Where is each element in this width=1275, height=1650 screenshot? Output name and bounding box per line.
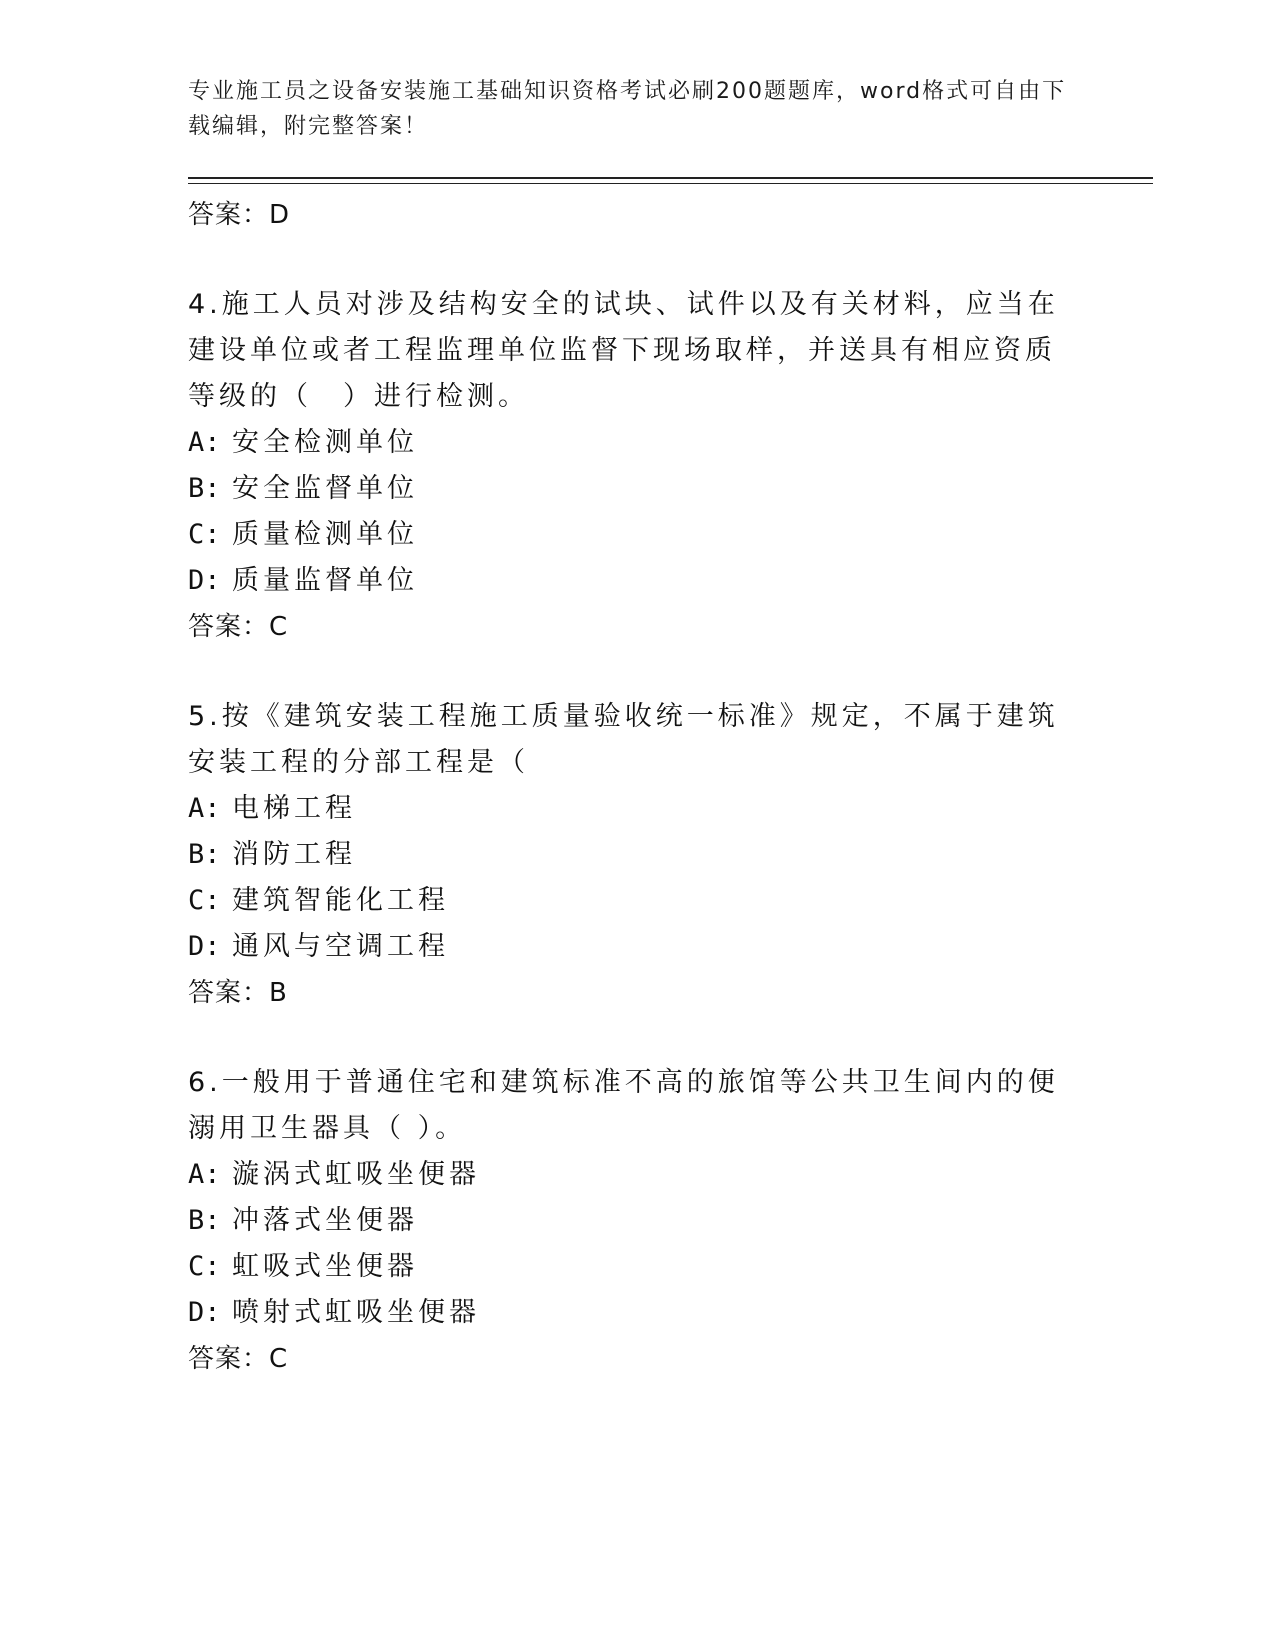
document-header: 专业施工员之设备安装施工基础知识资格考试必刷200题题库，word格式可自由下载编辑，附完整答案！	[188, 79, 1067, 139]
option-text: 冲落式坐便器	[232, 1205, 418, 1236]
question-5	[188, 694, 1068, 1016]
option-text: 电梯工程	[232, 793, 356, 824]
option-text: 消防工程	[232, 839, 356, 870]
option-text: 建筑智能化工程	[232, 885, 449, 916]
option-a	[188, 420, 1068, 466]
option-b	[188, 832, 1068, 878]
option-letter: C:	[188, 885, 221, 916]
option-letter: D:	[188, 565, 221, 596]
option-d	[188, 558, 1068, 604]
option-a	[188, 1152, 1068, 1198]
question-list	[188, 192, 1068, 1426]
option-letter: D:	[188, 1297, 221, 1328]
option-text: 虹吸式坐便器	[232, 1251, 418, 1282]
option-letter: A:	[188, 1159, 221, 1190]
option-text: 安全检测单位	[232, 427, 418, 458]
option-b	[188, 1198, 1068, 1244]
option-c	[188, 512, 1068, 558]
option-letter: D:	[188, 931, 221, 962]
option-d	[188, 924, 1068, 970]
question-4	[188, 282, 1068, 650]
option-text: 通风与空调工程	[232, 931, 449, 962]
option-c	[188, 1244, 1068, 1290]
option-text: 质量检测单位	[232, 519, 418, 550]
question-answer: 答案：B	[188, 978, 288, 1008]
option-c	[188, 878, 1068, 924]
option-text: 安全监督单位	[232, 473, 418, 504]
option-text: 喷射式虹吸坐便器	[232, 1297, 480, 1328]
question-answer: 答案：C	[188, 612, 289, 642]
question-stem: 4.施工人员对涉及结构安全的试块、试件以及有关材料，应当在建设单位或者工程监理单位监督下现场取样，并送具有相应资质等级的（ ）进行检测。	[188, 289, 1059, 412]
option-letter: B:	[188, 839, 221, 870]
previous-answer: 答案：D	[188, 200, 291, 230]
option-letter: A:	[188, 427, 221, 458]
option-letter: C:	[188, 1251, 221, 1282]
question-stem: 6.一般用于普通住宅和建筑标准不高的旅馆等公共卫生间内的便溺用卫生器具（ ）。	[188, 1067, 1059, 1144]
option-text: 质量监督单位	[232, 565, 418, 596]
option-letter: A:	[188, 793, 221, 824]
option-a	[188, 786, 1068, 832]
option-b	[188, 466, 1068, 512]
option-letter: B:	[188, 1205, 221, 1236]
question-6	[188, 1060, 1068, 1382]
header-divider-thin	[188, 183, 1153, 184]
question-answer: 答案：C	[188, 1344, 289, 1374]
question-stem: 5.按《建筑安装工程施工质量验收统一标准》规定，不属于建筑安装工程的分部工程是（	[188, 701, 1059, 778]
option-text: 漩涡式虹吸坐便器	[232, 1159, 480, 1190]
option-letter: B:	[188, 473, 221, 504]
option-d	[188, 1290, 1068, 1336]
header-divider	[188, 177, 1153, 179]
option-letter: C:	[188, 519, 221, 550]
